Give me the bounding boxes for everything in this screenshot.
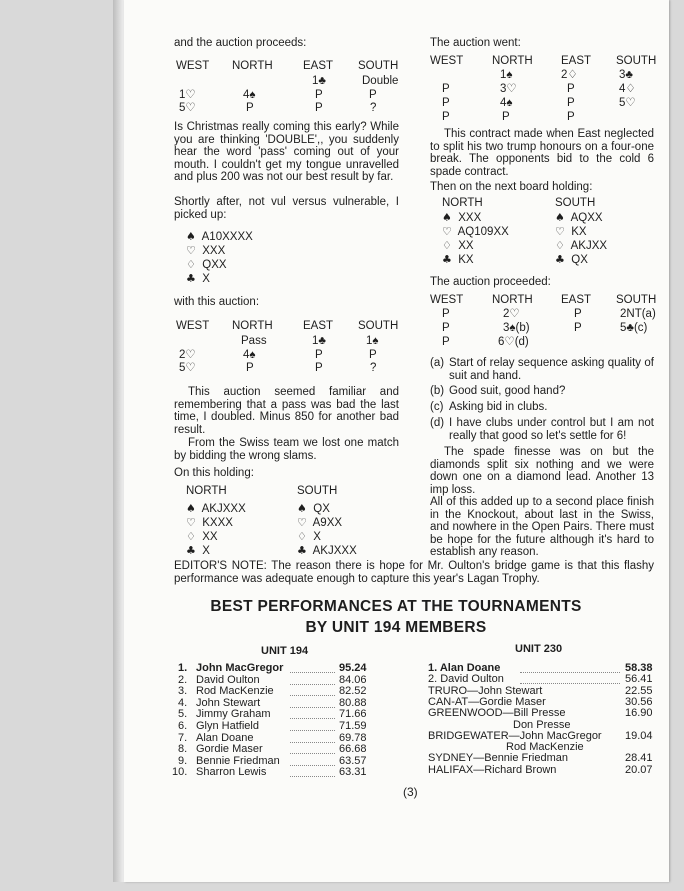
auction-cell: P: [442, 83, 450, 95]
heart-icon: ♡: [297, 516, 307, 529]
auction-header: WEST: [176, 60, 210, 72]
auction-cell: 1♠: [366, 335, 379, 347]
auction-cell: P: [246, 362, 254, 374]
auction-cell: P: [502, 111, 510, 123]
leader-dots: [290, 776, 335, 777]
spade-icon: ♠: [442, 211, 452, 224]
auction-cell: P: [315, 349, 323, 361]
auction-header: WEST: [430, 55, 464, 67]
auction-cell: 2NT(a): [620, 308, 656, 320]
hand-cards: A10XXXX: [201, 231, 253, 243]
south-label: SOUTH: [555, 197, 596, 209]
note-label: (a): [430, 357, 445, 369]
member-name: David Oulton: [196, 673, 260, 686]
member-name: TRURO—John Stewart: [428, 684, 543, 697]
member-name: 2. David Oulton: [428, 673, 504, 686]
south-label: SOUTH: [297, 485, 338, 497]
page-binding: [113, 0, 124, 882]
member-score: 71.66: [339, 708, 367, 721]
leader-dots: [290, 753, 335, 754]
auction-cell: Double: [362, 75, 399, 87]
club-icon: ♣: [442, 253, 452, 266]
member-name: Bennie Friedman: [196, 754, 280, 767]
auction-header: WEST: [176, 320, 210, 332]
member-name: SYDNEY—Bennie Friedman: [428, 752, 569, 765]
auction-header: EAST: [561, 55, 592, 67]
auction-header: NORTH: [232, 60, 273, 72]
north-cards: XXX: [458, 212, 482, 224]
leader-dots: [290, 695, 335, 696]
member-name: CAN-AT—Gordie Maser: [428, 695, 546, 708]
note-text: Asking bid in clubs.: [449, 401, 548, 413]
auction-cell: P: [315, 102, 323, 114]
auction-cell: P: [567, 97, 575, 109]
member-score: 19.04: [625, 729, 653, 742]
note-label: (c): [430, 401, 444, 413]
note-label: (d): [430, 417, 445, 429]
auction-cell: P: [567, 83, 575, 95]
member-score: 20.07: [625, 763, 653, 776]
south-cards: AKJXXX: [312, 545, 357, 557]
member-name-secondary: Don Presse: [513, 718, 571, 731]
member-score: 63.57: [339, 754, 367, 767]
auction-cell: 5♡: [179, 102, 196, 114]
auction-cell: 3♣: [619, 69, 633, 81]
auction-cell: 1♣: [312, 75, 326, 87]
south-cards: X: [313, 531, 321, 543]
right-paragraph-1: This contract made when East neglected to split his two trump honours on a four-one break. The opponents bid to the cold 6 spade contract.: [430, 128, 654, 178]
leader-dots: [290, 730, 335, 731]
leader-dots: [520, 672, 620, 673]
auction-cell: 2♡: [179, 349, 196, 361]
north-cards: XX: [458, 240, 474, 252]
member-score: 56.41: [625, 673, 653, 686]
member-score: 66.68: [339, 743, 367, 756]
rank-number: 5.: [178, 708, 188, 721]
auction-cell: 3♡: [500, 83, 517, 95]
heart-icon: ♡: [555, 225, 565, 238]
auction-cell: P: [567, 111, 575, 123]
diamond-icon: ♢: [297, 530, 307, 543]
heart-icon: ♡: [186, 244, 196, 257]
auction-cell: P: [442, 97, 450, 109]
member-name-secondary: Rod MacKenzie: [506, 741, 584, 754]
south-cards: QX: [313, 503, 330, 515]
auction-cell: 1♠: [500, 69, 513, 81]
club-icon: ♣: [555, 253, 565, 266]
member-score: 22.55: [625, 684, 653, 697]
unit-230-heading: UNIT 230: [515, 643, 563, 655]
north-cards: X: [202, 545, 210, 557]
member-name: John MacGregor: [196, 662, 284, 674]
leader-dots: [290, 742, 335, 743]
member-score: 82.52: [339, 685, 367, 698]
auction-cell: P: [442, 111, 450, 123]
leader-dots: [290, 684, 335, 685]
south-cards: A9XX: [312, 517, 343, 529]
member-score: 69.78: [339, 731, 367, 744]
note-label: (b): [430, 385, 445, 397]
member-name: 1. Alan Doane: [428, 662, 501, 674]
auction-cell: 4♠: [243, 89, 256, 101]
member-name: BRIDGEWATER—John MacGregor: [428, 729, 602, 742]
member-score: 80.88: [339, 696, 367, 709]
leader-dots: [290, 672, 335, 673]
auction-cell: P: [315, 362, 323, 374]
auction-cell: ?: [370, 362, 377, 374]
member-name: GREENWOOD—Bill Presse: [428, 707, 566, 720]
note-text: Good suit, good hand?: [449, 385, 566, 397]
diamond-icon: ♢: [186, 258, 196, 271]
north-cards: AQ109XX: [457, 226, 509, 238]
spade-icon: ♠: [297, 502, 307, 515]
member-score: 63.31: [339, 766, 367, 779]
on-holding-label: On this holding:: [174, 467, 254, 479]
auction-header: EAST: [303, 320, 334, 332]
auction-header: SOUTH: [358, 60, 399, 72]
right-intro: The auction went:: [430, 37, 521, 49]
hand-cards: X: [202, 273, 210, 285]
auction-cell: P: [442, 336, 450, 348]
hand-cards: XXX: [202, 245, 226, 257]
proceeded-label: The auction proceeded:: [430, 276, 551, 288]
spade-icon: ♠: [186, 230, 196, 243]
rank-number: 7.: [178, 731, 188, 744]
leader-dots: [290, 707, 335, 708]
auction-cell: 1♣: [312, 335, 326, 347]
auction-cell: 2♢: [561, 69, 578, 81]
member-name: Glyn Hatfield: [196, 720, 259, 732]
auction-cell: 4♠: [500, 97, 513, 109]
auction-header: SOUTH: [358, 320, 399, 332]
diamond-icon: ♢: [555, 239, 565, 252]
auction-header: WEST: [430, 294, 464, 306]
auction-cell: 5♣(c): [620, 322, 648, 334]
member-name: HALIFAX—Richard Brown: [428, 763, 557, 776]
north-cards: KX: [458, 254, 474, 266]
left-paragraph-1: Is Christmas really coming this early? While you are thinking 'DOUBLE',, you suddenly hear the word 'pass' coming out of your mouth. I couldn't get my tongue unravelled and plus 200 was not our best result by far.: [174, 121, 399, 184]
rank-number: 2.: [178, 673, 188, 686]
unit-194-heading: UNIT 194: [261, 645, 309, 657]
rank-number: 9.: [178, 754, 188, 767]
auction-cell: 3♠(b): [503, 322, 530, 334]
rank-number: 3.: [178, 685, 188, 698]
rank-number: 10.: [172, 766, 188, 779]
rank-number: 8.: [178, 743, 188, 756]
member-score: 84.06: [339, 673, 367, 686]
rank-number: 6.: [178, 720, 188, 732]
member-name: John Stewart: [196, 696, 261, 709]
auction-header: SOUTH: [616, 55, 657, 67]
member-name: Rod MacKenzie: [196, 685, 274, 698]
member-score: 95.24: [339, 662, 367, 674]
auction-cell: P: [574, 308, 582, 320]
rank-number: 4.: [178, 696, 188, 709]
auction-header: EAST: [561, 294, 592, 306]
auction-cell: ?: [370, 102, 377, 114]
auction-cell: P: [315, 89, 323, 101]
auction-header: NORTH: [232, 320, 273, 332]
auction-cell: 4♢: [619, 83, 636, 95]
member-score: 58.38: [625, 662, 653, 674]
best-performances-subtitle: BY UNIT 194 MEMBERS: [305, 619, 487, 636]
north-label: NORTH: [442, 197, 483, 209]
auction-cell: Pass: [241, 335, 267, 347]
north-cards: AKJXXX: [201, 503, 246, 515]
member-score: 71.59: [339, 720, 367, 732]
south-cards: AQXX: [570, 212, 603, 224]
leader-dots: [290, 765, 335, 766]
member-name: Jimmy Graham: [196, 708, 271, 721]
auction-cell: 5♡: [179, 362, 196, 374]
auction-cell: 6♡(d): [498, 336, 529, 348]
member-score: 28.41: [625, 752, 653, 765]
left-paragraph-2: Shortly after, not vul versus vulnerable, I picked up:: [174, 196, 399, 221]
auction-header: EAST: [303, 60, 334, 72]
diamond-icon: ♢: [186, 530, 196, 543]
spade-icon: ♠: [186, 502, 196, 515]
left-paragraph-4: From the Swiss team we lost one match by bidding the wrong slams.: [174, 437, 399, 462]
auction-header: NORTH: [492, 55, 533, 67]
north-label: NORTH: [186, 485, 227, 497]
spade-icon: ♠: [555, 211, 565, 224]
heart-icon: ♡: [186, 516, 196, 529]
auction-cell: P: [246, 102, 254, 114]
left-paragraph-3: This auction seemed familiar and remembering that a pass was bad the last time, I doubled. Minus 850 for another bad result.: [174, 386, 399, 436]
south-cards: KX: [571, 226, 587, 238]
best-performances-title: BEST PERFORMANCES AT THE TOURNAMENTS: [210, 598, 582, 615]
south-cards: AKJXX: [570, 240, 608, 252]
with-auction-label: with this auction:: [174, 296, 260, 308]
right-paragraph-3: All of this added up to a second place finish in the Knockout, about last in the Swiss, and nowhere in the Open Pairs. There must be hope for the future although it's hard to establish any reason.: [430, 496, 654, 559]
editors-note: EDITOR'S NOTE: The reason there is hope for Mr. Oulton's bridge game is that this flashy performance was adequate enough to capture this year's Lagan Trophy.: [174, 560, 654, 585]
north-cards: XX: [202, 531, 218, 543]
member-score: 30.56: [625, 695, 653, 708]
auction-header: SOUTH: [616, 294, 657, 306]
member-name: Alan Doane: [196, 731, 254, 744]
diamond-icon: ♢: [442, 239, 452, 252]
leader-dots: [290, 718, 335, 719]
club-icon: ♣: [186, 544, 196, 557]
next-board-label: Then on the next board holding:: [430, 181, 593, 193]
auction-cell: P: [442, 322, 450, 334]
auction-cell: 4♠: [243, 349, 256, 361]
auction-cell: P: [369, 89, 377, 101]
rank-number: 1.: [178, 662, 188, 674]
auction-cell: P: [574, 322, 582, 334]
club-icon: ♣: [297, 544, 307, 557]
right-paragraph-2: The spade finesse was on but the diamonds split six nothing and we were down one on a diamond lead. Another 13 imp loss.: [430, 446, 654, 496]
member-name: Sharron Lewis: [196, 766, 267, 779]
note-text: I have clubs under control but I am not really that good so let's settle for 6!: [449, 417, 654, 442]
note-text: Start of relay sequence asking quality of suit and hand.: [449, 357, 654, 382]
left-intro: and the auction proceeds:: [174, 37, 307, 49]
auction-cell: 2♡: [503, 308, 520, 320]
heart-icon: ♡: [442, 225, 452, 238]
member-name: Gordie Maser: [196, 743, 263, 756]
auction-cell: P: [369, 349, 377, 361]
page-number: (3): [403, 785, 418, 799]
north-cards: KXXX: [202, 517, 233, 529]
auction-header: NORTH: [492, 294, 533, 306]
hand-cards: QXX: [202, 259, 227, 271]
member-score: 16.90: [625, 707, 653, 720]
south-cards: QX: [571, 254, 588, 266]
auction-cell: 5♡: [619, 97, 636, 109]
auction-cell: 1♡: [179, 89, 196, 101]
club-icon: ♣: [186, 272, 196, 285]
auction-cell: P: [442, 308, 450, 320]
